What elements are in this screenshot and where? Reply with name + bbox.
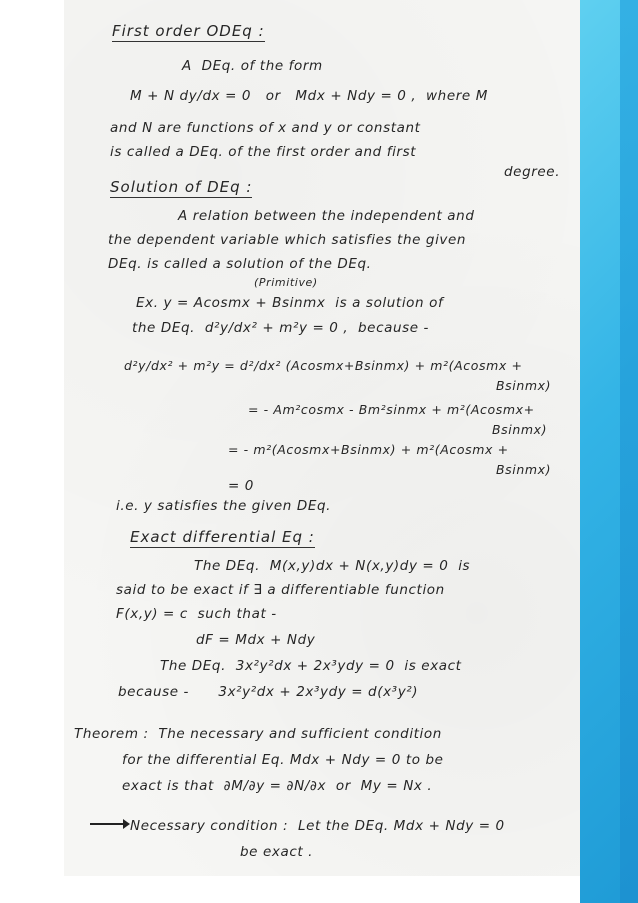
note-line: and N are functions of x and y or constant: [110, 120, 421, 136]
note-line: for the differential Eq. Mdx + Ndy = 0 to be: [122, 752, 444, 768]
note-line: The DEq. 3x²y²dx + 2x³ydy = 0 is exact: [160, 658, 462, 674]
note-line: i.e. y satisfies the given DEq.: [116, 498, 332, 514]
note-line: Ex. y = Acosmx + Bsinmx is a solution of: [136, 295, 444, 311]
note-line: said to be exact if ∃ a differentiable function: [116, 582, 445, 598]
note-line: A relation between the independent and: [178, 208, 475, 224]
notes-title: First order ODEq :: [112, 22, 265, 40]
section-heading-theorem: Theorem : The necessary and sufficient condition: [74, 726, 442, 742]
note-line: Bsinmx): [496, 378, 552, 393]
note-line: Bsinmx): [496, 462, 552, 477]
note-line: d²y/dx² + m²y = d²/dx² (Acosmx+Bsinmx) + m²(Acosmx +: [124, 358, 523, 373]
note-line: the DEq. d²y/dx² + m²y = 0 , because -: [132, 320, 430, 336]
note-line: = - Am²cosmx - Bm²sinmx + m²(Acosmx+: [248, 402, 535, 417]
note-line: the dependent variable which satisfies the given: [108, 232, 467, 248]
note-line: because - 3x²y²dx + 2x³ydy = d(x³y²): [118, 684, 419, 700]
note-line: is called a DEq. of the first order and first: [110, 144, 417, 160]
note-line: exact is that ∂M/∂y = ∂N/∂x or My = Nx .: [122, 778, 433, 794]
note-line: (Primitive): [254, 276, 318, 289]
note-line: degree.: [504, 164, 561, 180]
note-line: = 0: [228, 478, 254, 494]
arrow-icon: [90, 823, 128, 825]
note-line: M + N dy/dx = 0 or Mdx + Ndy = 0 , where M: [130, 88, 488, 104]
note-line: F(x,y) = c such that -: [116, 606, 277, 622]
note-line: DEq. is called a solution of the DEq.: [108, 256, 372, 272]
note-line: The DEq. M(x,y)dx + N(x,y)dy = 0 is: [194, 558, 471, 574]
note-line: Bsinmx): [492, 422, 548, 437]
slide-left-margin: [0, 0, 64, 903]
note-line: be exact .: [240, 844, 314, 860]
note-line: dF = Mdx + Ndy: [196, 632, 316, 648]
section-heading-solution: Solution of DEq :: [110, 178, 253, 196]
section-heading-exact: Exact differential Eq :: [130, 528, 315, 546]
note-line: A DEq. of the form: [182, 58, 323, 74]
scanned-notes-page: [64, 0, 580, 876]
slide-accent-edge: [620, 0, 638, 903]
note-line: = - m²(Acosmx+Bsinmx) + m²(Acosmx +: [228, 442, 509, 457]
note-line-necessary: Necessary condition : Let the DEq. Mdx + Ndy = 0: [130, 818, 505, 834]
